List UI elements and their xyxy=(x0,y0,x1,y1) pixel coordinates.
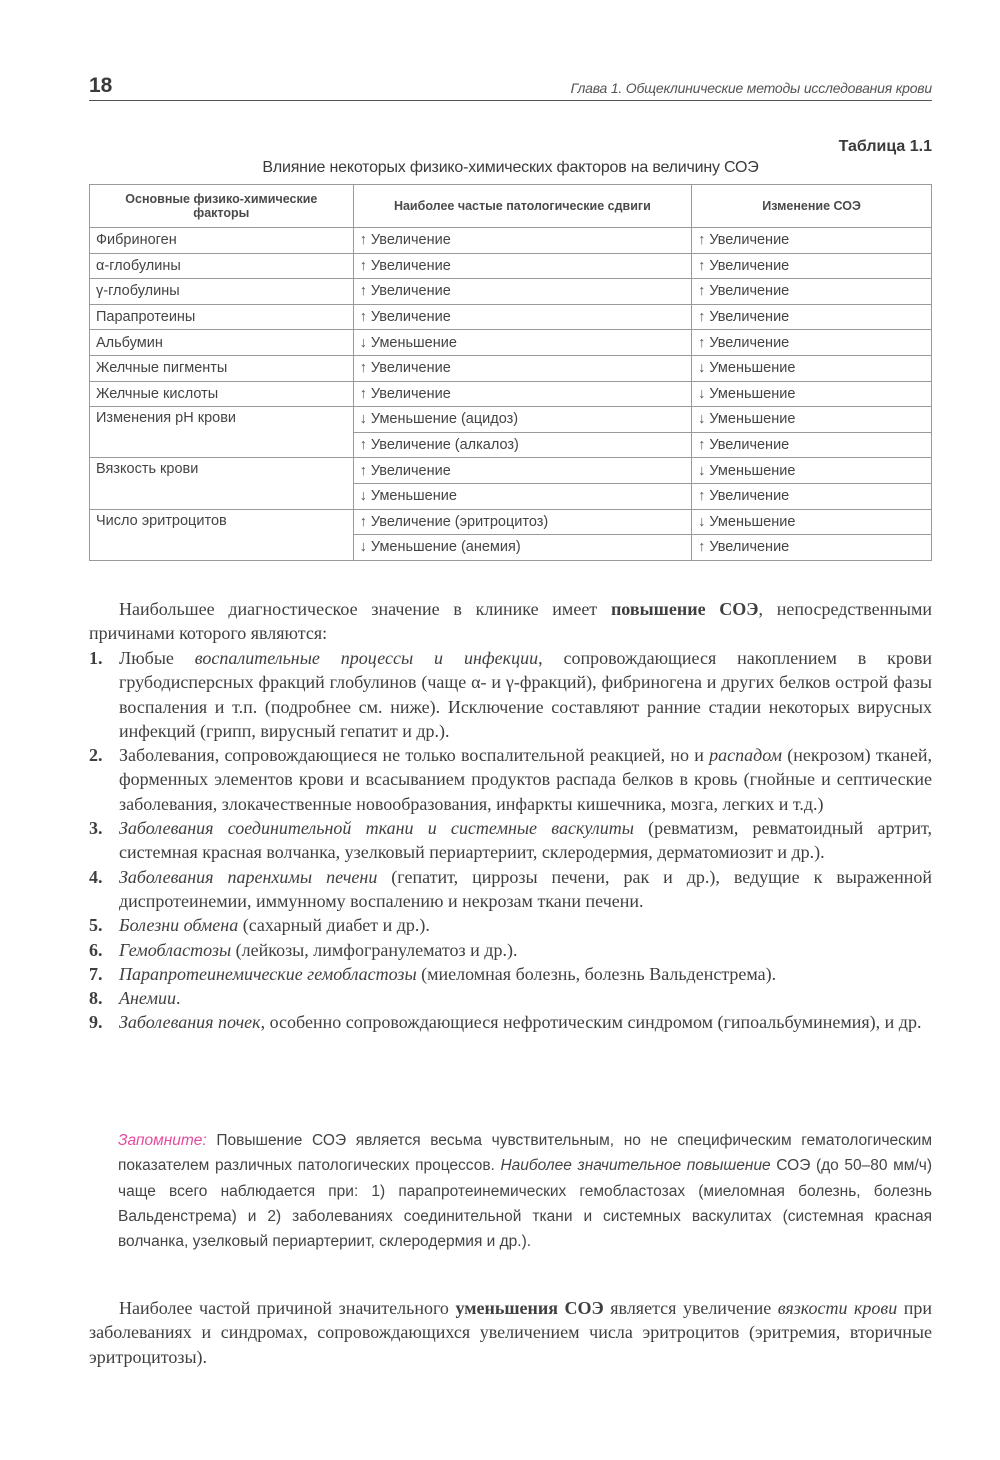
arrow-up-icon: ↑ xyxy=(359,257,367,274)
bold-term: уменьшения СОЭ xyxy=(455,1298,604,1318)
note-label: Запомните: xyxy=(118,1132,207,1149)
table-row xyxy=(90,253,932,279)
arrow-up-icon: ↑ xyxy=(698,539,706,556)
list-item: 5. Болезни обмена (сахарный диабет и др.). xyxy=(89,915,430,936)
arrow-up-icon: ↑ xyxy=(698,257,706,274)
factor-cell: Фибриноген xyxy=(90,228,354,254)
list-item: 9. Заболевания почек, особенно сопровождающиеся нефротическим синдромом (гипоальбуминемия), и др. xyxy=(89,1012,922,1033)
arrow-up-icon: ↑ xyxy=(698,232,706,249)
esr-cell: ↑ Увеличение xyxy=(692,330,932,356)
table-header-row xyxy=(90,185,932,228)
table-row xyxy=(90,304,932,330)
table-row xyxy=(90,330,932,356)
esr-cell: ↑ Увеличение xyxy=(692,432,932,458)
factor-cell: Изменения pH крови xyxy=(90,407,354,458)
shift-cell: ↓ Уменьшение xyxy=(353,330,691,356)
shift-cell: ↓ Уменьшение (ацидоз) xyxy=(353,407,691,433)
arrow-up-icon: ↑ xyxy=(359,309,367,326)
page-number: 18 xyxy=(89,74,113,97)
arrow-up-icon: ↑ xyxy=(698,283,706,300)
table-row xyxy=(90,355,932,381)
esr-cell: ↑ Увеличение xyxy=(692,228,932,254)
table-row xyxy=(90,279,932,305)
shift-cell: ↑ Увеличение (эритроцитоз) xyxy=(353,509,691,535)
factor-cell: Желчные пигменты xyxy=(90,355,354,381)
arrow-up-icon: ↑ xyxy=(698,334,706,351)
arrow-up-icon: ↑ xyxy=(359,360,367,377)
arrow-down-icon: ↓ xyxy=(359,539,367,556)
arrow-down-icon: ↓ xyxy=(698,360,706,377)
intro-paragraph: Наибольшее диагностическое значение в клинике имеет повышение СОЭ, непосредственными причинами которого являются: xyxy=(89,599,932,644)
closing-paragraph: Наиболее частой причиной значительного уменьшения СОЭ является увеличение вязкости крови при заболеваниях и синдромах, сопровождающихся увеличением числа эритроцитов (эритремия, вторичные эритроцитозы). xyxy=(89,1298,933,1367)
arrow-up-icon: ↑ xyxy=(698,309,706,326)
esr-cell: ↑ Увеличение xyxy=(692,253,932,279)
arrow-down-icon: ↓ xyxy=(698,385,706,402)
factor-cell: γ-глобулины xyxy=(90,279,354,305)
list-item: 1. Любые воспалительные процессы и инфекции, сопровождающиеся накоплением в крови грубодисперсных фракций глобулинов (чаще α- и γ-фракций), фибриногена и других белков острой фазы воспаления и т.п. (подробнее см. ниже). Исключение составляют ранние стадии некоторых вирусных инфекций (грипп, вирусный гепатит и др.). xyxy=(89,648,933,741)
table-caption: Влияние некоторых физико-химических факторов на величину СОЭ xyxy=(262,159,759,176)
list-item: 2. Заболевания, сопровождающиеся не только воспалительной реакцией, но и распадом (некрозом) тканей, форменных элементов крови и всасыванием продуктов распада белков в кровь (гнойные и септические заболевания, злокачественные новообразования, инфаркты кишечника, мозга, легких и т.д.) xyxy=(89,745,932,814)
esr-cell: ↑ Увеличение xyxy=(692,535,932,561)
arrow-down-icon: ↓ xyxy=(698,462,706,479)
bold-term: повышение СОЭ xyxy=(610,599,759,619)
factor-cell: Желчные кислоты xyxy=(90,381,354,407)
arrow-down-icon: ↓ xyxy=(698,513,706,530)
shift-cell: ↑ Увеличение xyxy=(353,253,691,279)
table-row xyxy=(90,228,932,254)
factor-cell: α-глобулины xyxy=(90,253,354,279)
table-row xyxy=(90,509,932,535)
esr-increase-causes-list xyxy=(89,646,932,1035)
esr-cell: ↓ Уменьшение xyxy=(692,381,932,407)
esr-cell: ↑ Увеличение xyxy=(692,483,932,509)
column-header-esr-change: Изменение СОЭ xyxy=(692,185,932,228)
table-row xyxy=(90,458,932,484)
esr-cell: ↓ Уменьшение xyxy=(692,355,932,381)
arrow-up-icon: ↑ xyxy=(359,283,367,300)
remember-note: Запомните: Повышение СОЭ является весьма чувствительным, но не специфическим гематологическим показателем различных патологических процессов. Наиболее значительное повышение СОЭ (до 50–80 мм/ч) чаще всего наблюдается при: 1) парапротеинемических гемобластозах (миеломная болезнь, болезнь Вальденстрема) и 2) заболеваниях соединительной ткани и системных васкулитах (системная красная волчанка, узелковый периартериит, склеродермия и др.). xyxy=(118,1132,932,1251)
arrow-up-icon: ↑ xyxy=(359,462,367,479)
table-row xyxy=(90,381,932,407)
running-head xyxy=(89,74,932,101)
esr-cell: ↑ Увеличение xyxy=(692,279,932,305)
factor-cell: Альбумин xyxy=(90,330,354,356)
esr-cell: ↓ Уменьшение xyxy=(692,509,932,535)
shift-cell: ↑ Увеличение xyxy=(353,381,691,407)
list-item: 8. Анемии. xyxy=(89,988,181,1009)
column-header-factors: Основные физико-химические факторы xyxy=(90,185,354,228)
esr-factors-table xyxy=(89,184,932,561)
arrow-up-icon: ↑ xyxy=(359,232,367,249)
esr-cell: ↑ Увеличение xyxy=(692,304,932,330)
factor-cell: Вязкость крови xyxy=(90,458,354,509)
list-item: 6. Гемобластозы (лейкозы, лимфогранулематоз и др.). xyxy=(89,939,518,960)
arrow-down-icon: ↓ xyxy=(359,411,367,428)
table-row xyxy=(90,407,932,433)
shift-cell: ↑ Увеличение xyxy=(353,304,691,330)
shift-cell: ↓ Уменьшение (анемия) xyxy=(353,535,691,561)
shift-cell: ↑ Увеличение xyxy=(353,458,691,484)
shift-cell: ↑ Увеличение xyxy=(353,355,691,381)
factor-cell: Парапротеины xyxy=(90,304,354,330)
esr-cell: ↓ Уменьшение xyxy=(692,458,932,484)
list-item: 3. Заболевания соединительной ткани и системные васкулиты (ревматизм, ревматоидный артрит, системная красная волчанка, узелковый периартериит, склеродермия, дерматомиозит и др.). xyxy=(89,818,932,863)
arrow-down-icon: ↓ xyxy=(359,334,367,351)
factor-cell: Число эритроцитов xyxy=(90,509,354,560)
column-header-shifts: Наиболее частые патологические сдвиги xyxy=(353,185,691,228)
shift-cell: ↑ Увеличение xyxy=(353,228,691,254)
shift-cell: ↑ Увеличение (алкалоз) xyxy=(353,432,691,458)
arrow-up-icon: ↑ xyxy=(359,385,367,402)
list-item: 7. Парапротеинемические гемобластозы (миеломная болезнь, болезнь Вальденстрема). xyxy=(89,963,777,984)
arrow-up-icon: ↑ xyxy=(359,513,367,530)
list-item: 4. Заболевания паренхимы печени (гепатит, циррозы печени, рак и др.), ведущие к выраженной диспротеинемии, иммунному воспалению и некрозам ткани печени. xyxy=(89,866,933,911)
arrow-up-icon: ↑ xyxy=(359,437,367,454)
shift-cell: ↓ Уменьшение xyxy=(353,483,691,509)
shift-cell: ↑ Увеличение xyxy=(353,279,691,305)
arrow-up-icon: ↑ xyxy=(698,488,706,505)
arrow-up-icon: ↑ xyxy=(698,437,706,454)
arrow-down-icon: ↓ xyxy=(359,488,367,505)
chapter-title: Глава 1. Общеклинические методы исследования крови xyxy=(570,80,932,96)
table-label: Таблица 1.1 xyxy=(838,138,932,155)
arrow-down-icon: ↓ xyxy=(698,411,706,428)
esr-cell: ↓ Уменьшение xyxy=(692,407,932,433)
